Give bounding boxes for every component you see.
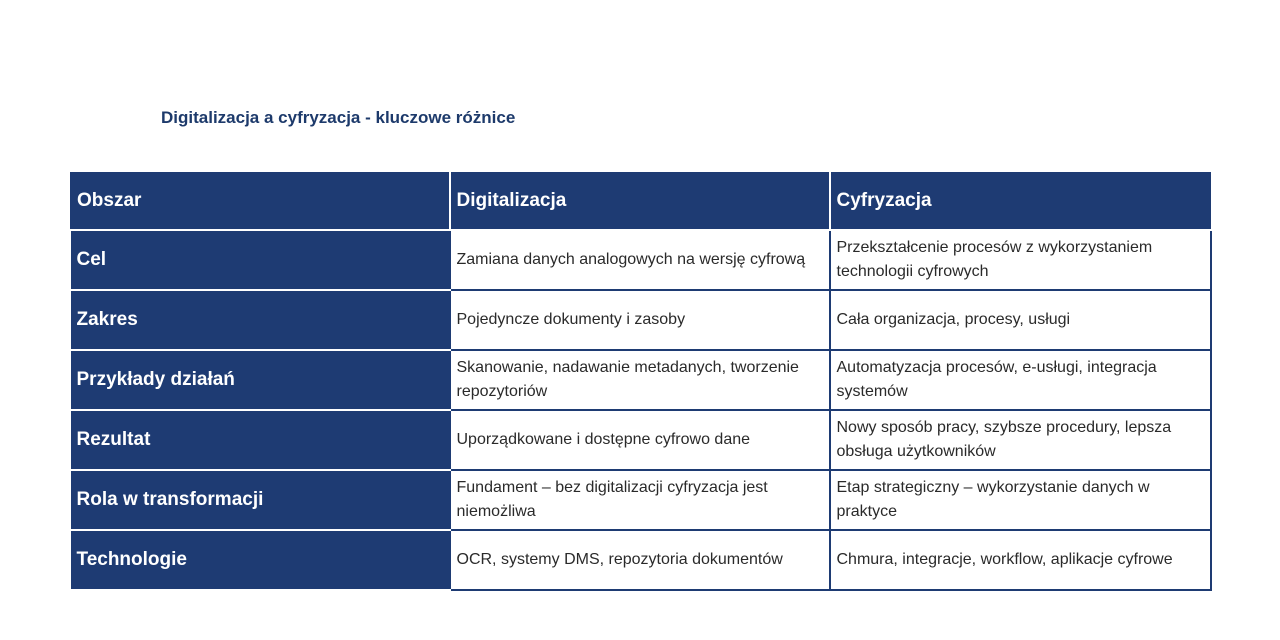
digitalizacja-cell: Skanowanie, nadawanie metadanych, tworzenie repozytoriów (450, 350, 830, 410)
digitalizacja-cell: Zamiana danych analogowych na wersję cyfrową (450, 230, 830, 290)
digitalizacja-cell: OCR, systemy DMS, repozytoria dokumentów (450, 530, 830, 590)
table-row (71, 470, 1211, 530)
row-label: Rezultat (71, 410, 450, 470)
column-header-digitalizacja: Digitalizacja (450, 171, 830, 230)
comparison-table (70, 170, 1212, 591)
row-label: Rola w transformacji (71, 470, 450, 530)
table-row (71, 350, 1211, 410)
page-title: Digitalizacja a cyfryzacja - kluczowe różnice (161, 108, 516, 127)
row-label: Przykłady działań (71, 350, 450, 410)
table-row (71, 230, 1211, 290)
row-label: Zakres (71, 290, 450, 350)
table-row (71, 290, 1211, 350)
table-header-row (71, 171, 1211, 230)
column-header-area: Obszar (71, 171, 450, 230)
row-label: Cel (71, 230, 450, 290)
digitalizacja-cell: Uporządkowane i dostępne cyfrowo dane (450, 410, 830, 470)
column-header-cyfryzacja: Cyfryzacja (830, 171, 1211, 230)
cyfryzacja-cell: Automatyzacja procesów, e-usługi, integracja systemów (830, 350, 1211, 410)
digitalizacja-cell: Pojedyncze dokumenty i zasoby (450, 290, 830, 350)
cyfryzacja-cell: Chmura, integracje, workflow, aplikacje cyfrowe (830, 530, 1211, 590)
table-row (71, 530, 1211, 590)
table-row (71, 410, 1211, 470)
digitalizacja-cell: Fundament – bez digitalizacji cyfryzacja jest niemożliwa (450, 470, 830, 530)
cyfryzacja-cell: Etap strategiczny – wykorzystanie danych w praktyce (830, 470, 1211, 530)
cyfryzacja-cell: Nowy sposób pracy, szybsze procedury, lepsza obsługa użytkowników (830, 410, 1211, 470)
row-label: Technologie (71, 530, 450, 590)
cyfryzacja-cell: Cała organizacja, procesy, usługi (830, 290, 1211, 350)
cyfryzacja-cell: Przekształcenie procesów z wykorzystaniem technologii cyfrowych (830, 230, 1211, 290)
